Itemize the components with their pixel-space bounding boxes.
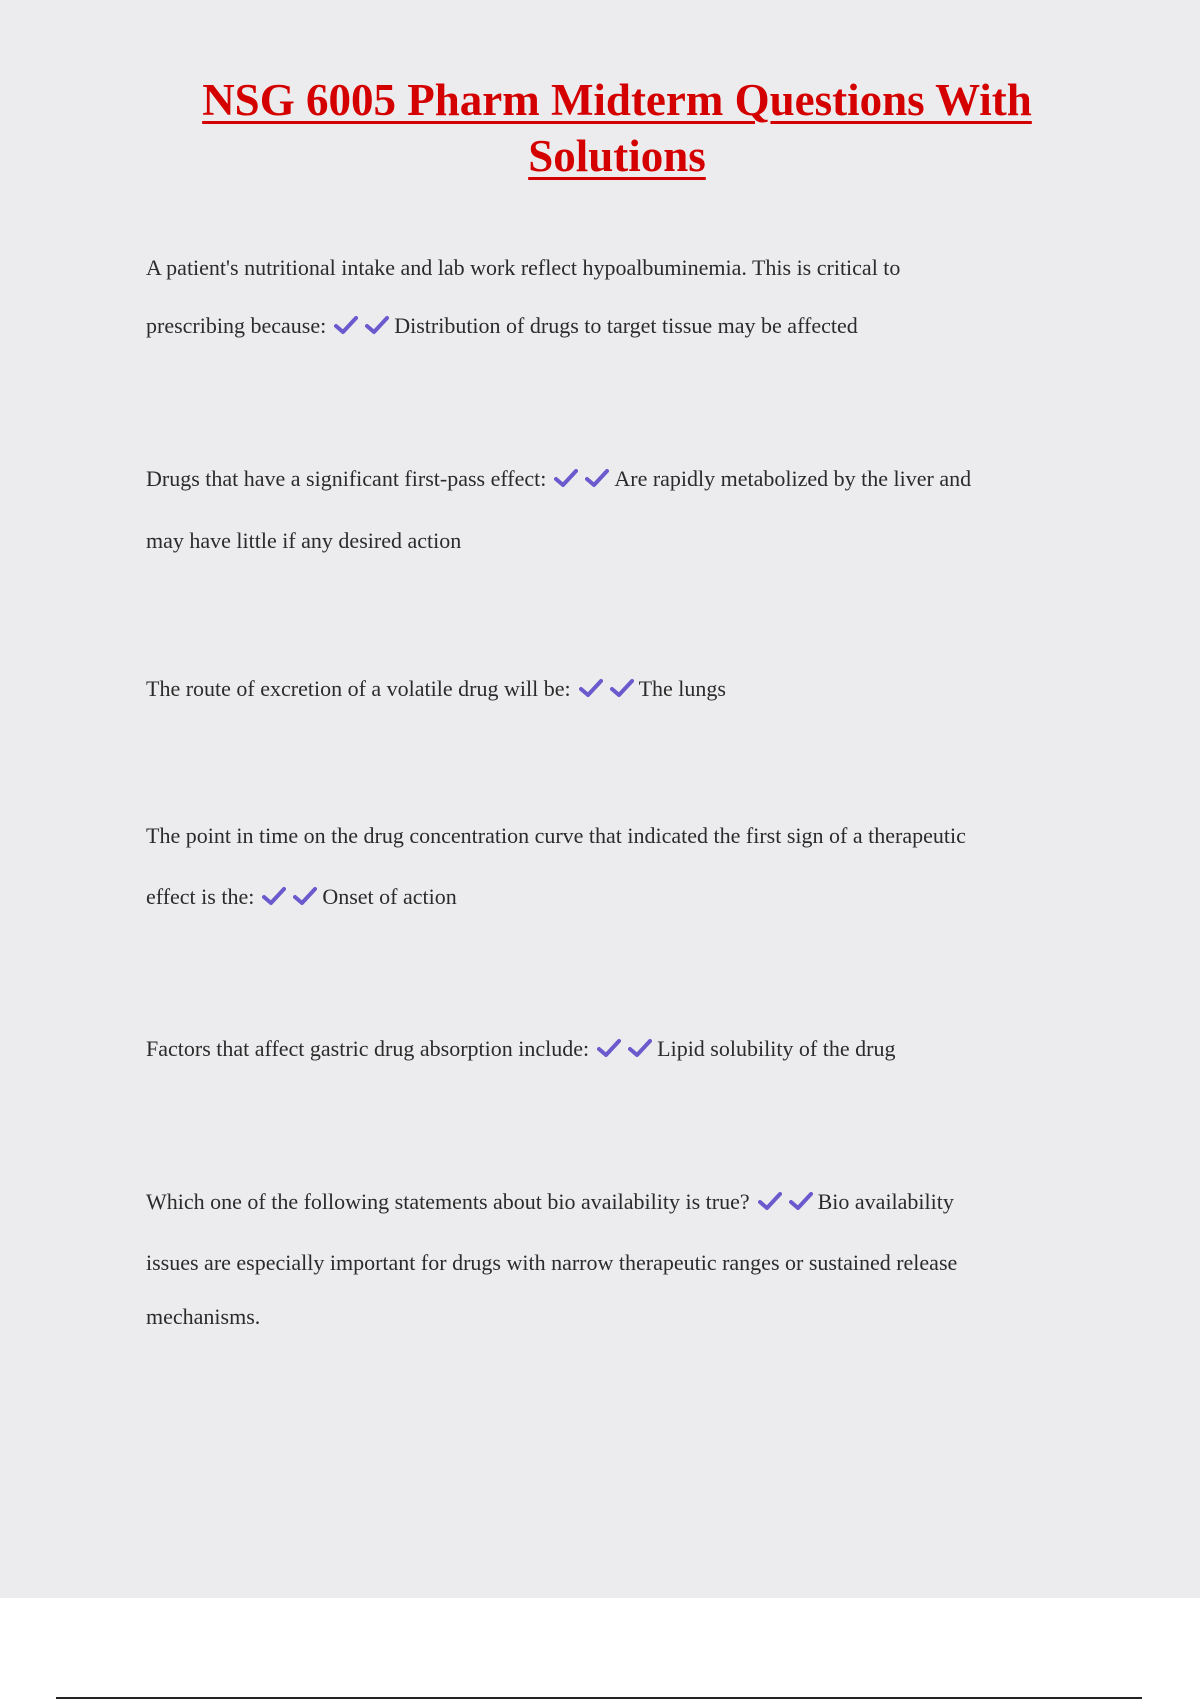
qa-item-6	[146, 1189, 1086, 1330]
qa-item-2	[146, 466, 1086, 554]
question-text: Drugs that have a significant first-pass effect:	[146, 466, 547, 491]
check-icon	[554, 468, 578, 488]
document-title	[0, 72, 1200, 184]
qa-item-1	[146, 255, 1086, 341]
check-icon	[585, 468, 609, 488]
answer-checkmarks	[758, 1191, 815, 1217]
title-line-1: NSG 6005 Pharm Midterm Questions With	[202, 75, 1032, 125]
answer-text: Onset of action	[322, 884, 457, 909]
check-icon	[293, 886, 317, 906]
check-icon	[610, 678, 634, 698]
check-icon	[789, 1191, 813, 1211]
answer-line	[146, 1189, 1086, 1250]
check-icon	[365, 315, 389, 335]
answer-text: Bio availability	[817, 1189, 954, 1214]
check-icon	[758, 1191, 782, 1211]
answer-text: Lipid solubility of the drug	[657, 1036, 896, 1061]
answer-line	[146, 676, 1086, 704]
answer-checkmarks	[597, 1038, 654, 1064]
answer-continuation: issues are especially important for drugs with narrow therapeutic ranges or sustained release	[146, 1250, 958, 1275]
question-text: Which one of the following statements about bio availability is true?	[146, 1189, 750, 1214]
answer-checkmarks	[262, 886, 319, 912]
qa-item-4	[146, 823, 1086, 912]
question-text: effect is the:	[146, 884, 255, 909]
title-line-2: Solutions	[528, 131, 706, 181]
check-icon	[579, 678, 603, 698]
answer-checkmarks	[579, 678, 636, 704]
question-text: prescribing because:	[146, 313, 327, 338]
answer-continuation: may have little if any desired action	[146, 528, 462, 553]
answer-line	[146, 313, 1086, 341]
answer-text: The lungs	[638, 676, 726, 701]
qa-item-5	[146, 1036, 1086, 1064]
answer-checkmarks	[554, 468, 611, 494]
check-icon	[597, 1038, 621, 1058]
footer-divider	[56, 1697, 1142, 1699]
qa-item-3	[146, 676, 1086, 704]
question-text: The route of excretion of a volatile drug will be:	[146, 676, 571, 701]
check-icon	[628, 1038, 652, 1058]
answer-continuation: mechanisms.	[146, 1304, 261, 1329]
answer-line	[146, 1036, 1086, 1064]
answer-checkmarks	[334, 315, 391, 341]
answer-line	[146, 884, 1086, 912]
check-icon	[262, 886, 286, 906]
answer-line	[146, 466, 1086, 528]
check-icon	[334, 315, 358, 335]
answer-text: Distribution of drugs to target tissue may be affected	[394, 313, 858, 338]
question-line: A patient's nutritional intake and lab work reflect hypoalbuminemia. This is critical to	[146, 255, 901, 280]
answer-text: Are rapidly metabolized by the liver and	[614, 466, 972, 491]
question-text: Factors that affect gastric drug absorption include:	[146, 1036, 590, 1061]
question-line: The point in time on the drug concentration curve that indicated the first sign of a therapeutic	[146, 823, 966, 848]
